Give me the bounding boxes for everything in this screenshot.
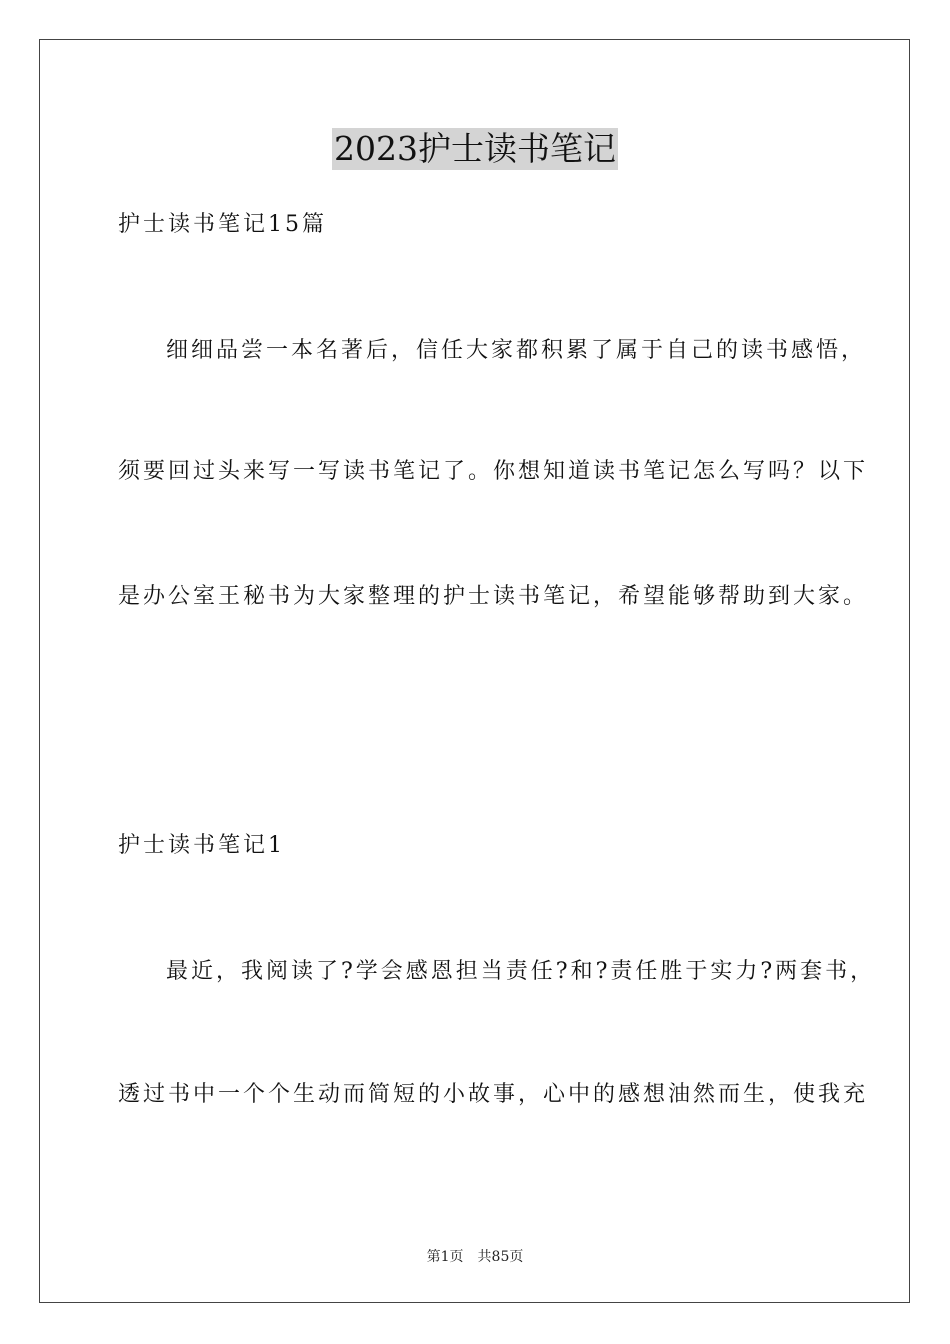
intro-line: 须要回过头来写一写读书笔记了。你想知道读书笔记怎么写吗？以下 <box>118 459 869 484</box>
page-footer <box>0 1248 950 1266</box>
section-heading: 护士读书笔记1 <box>118 833 285 858</box>
page-total: 共85页 <box>477 1249 524 1265</box>
intro-line: 是办公室王秘书为大家整理的护士读书笔记，希望能够帮助到大家。 <box>118 584 869 609</box>
body-line: 最近，我阅读了?学会感恩担当责任?和?责任胜于实力?两套书， <box>166 959 876 984</box>
document-subtitle: 护士读书笔记15篇 <box>118 212 327 237</box>
title-container <box>0 128 950 170</box>
document-title: 2023护士读书笔记 <box>334 129 616 168</box>
page-number: 第1页 <box>426 1249 464 1265</box>
intro-line: 细细品尝一本名著后，信任大家都积累了属于自己的读书感悟， <box>166 338 867 363</box>
body-line: 透过书中一个个生动而简短的小故事，心中的感想油然而生，使我充 <box>118 1082 869 1107</box>
